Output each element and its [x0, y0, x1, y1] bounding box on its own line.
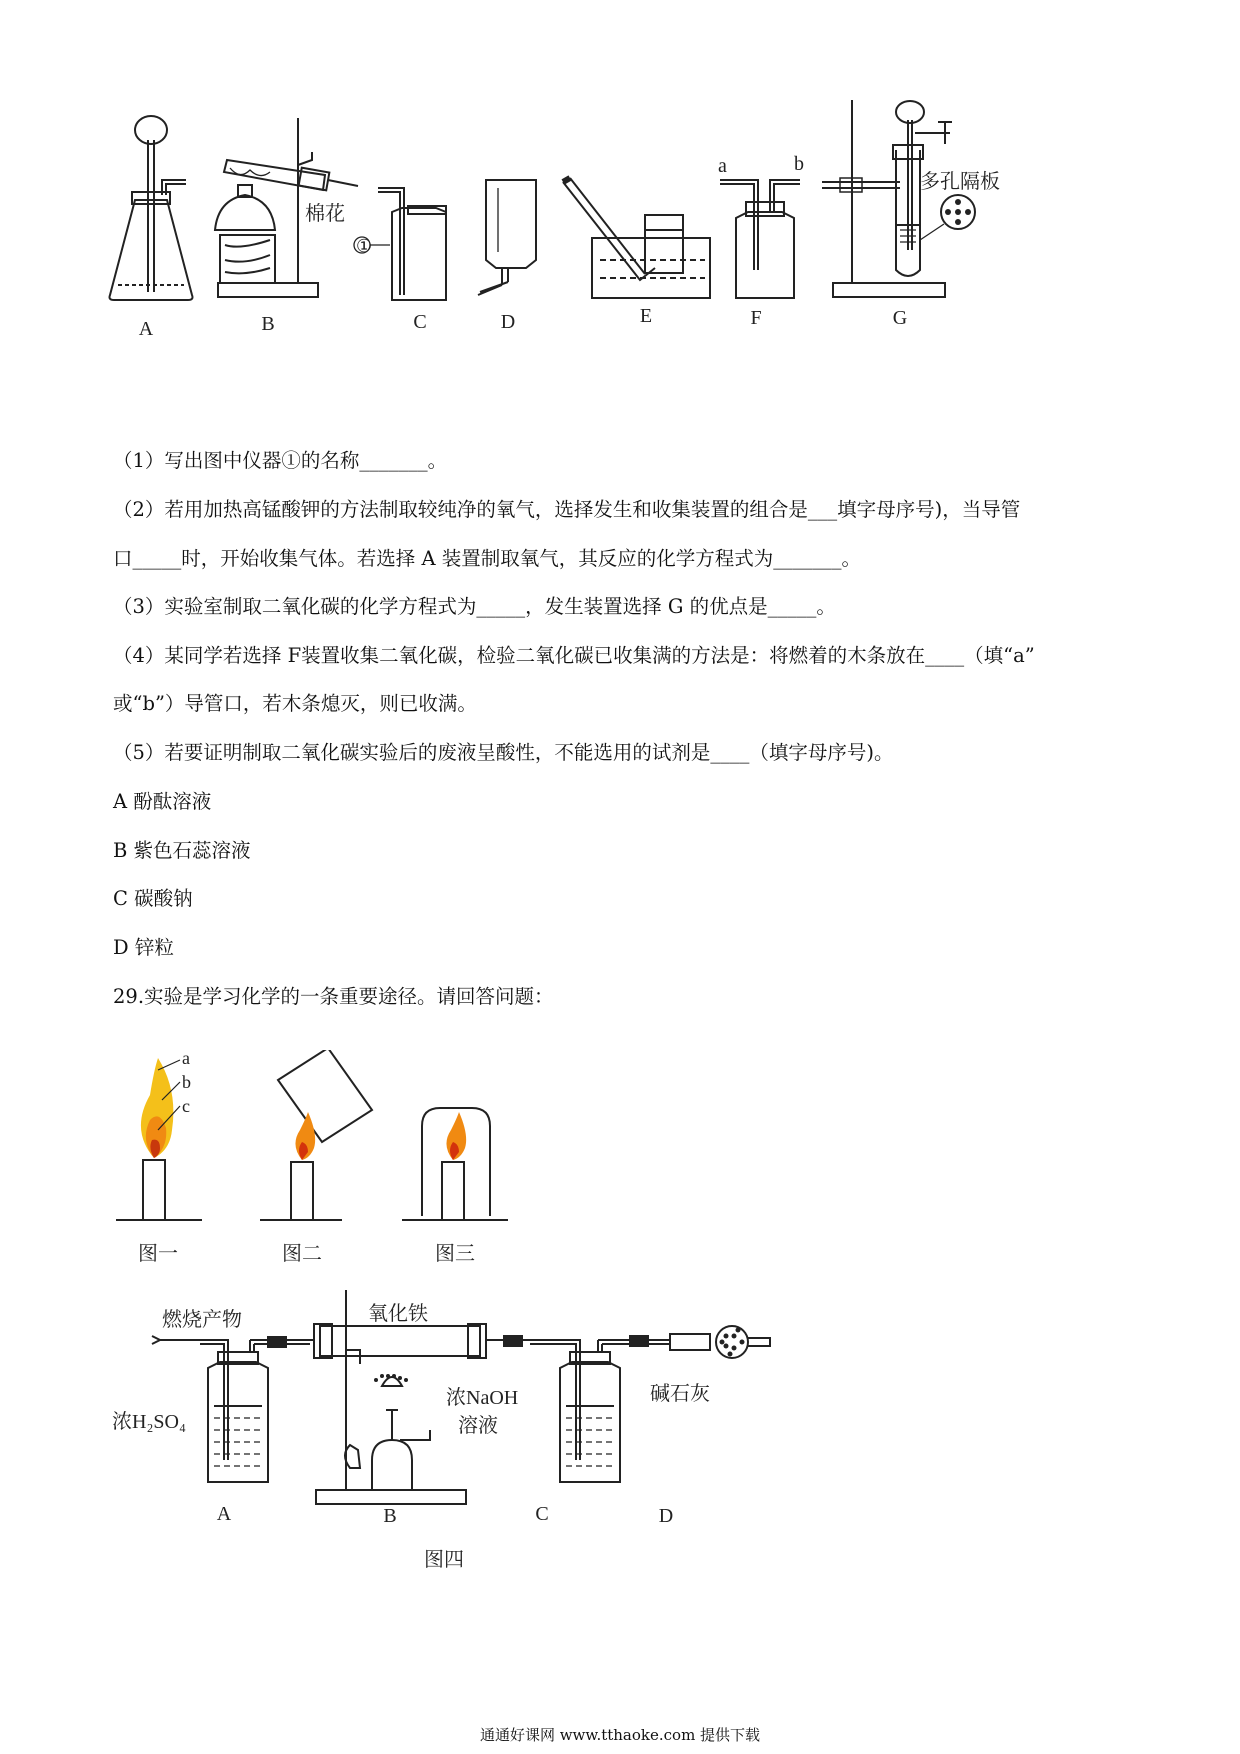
- option-c: C 碳酸钠: [113, 887, 193, 910]
- label-e: E: [639, 305, 653, 327]
- question-4: （4）某同学若选择 F装置收集二氧化碳，检验二氧化碳已收集满的方法是：将燃着的木条放在____（填“a”: [113, 644, 1035, 667]
- question-5: （5）若要证明制取二氧化碳实验后的废液呈酸性，不能选用的试剂是____（填字母序号)。: [113, 741, 894, 764]
- h2so4-label: 浓H₂SO₄: [112, 1411, 186, 1433]
- apparatus-a: [110, 116, 193, 300]
- option-a: A 酚酞溶液: [113, 790, 212, 813]
- apparatus-label-a: A: [216, 1503, 232, 1525]
- label-d: D: [500, 311, 516, 333]
- option-b: B 紫色石蕊溶液: [113, 839, 251, 862]
- label-b: B: [261, 313, 275, 335]
- caption-fig4: 图四: [424, 1549, 464, 1571]
- label-f: F: [750, 307, 762, 329]
- label-g: G: [892, 307, 908, 329]
- question-1: （1）写出图中仪器①的名称_______。: [113, 449, 448, 472]
- flame-label-b: b: [182, 1072, 191, 1092]
- page-footer: 通通好课网 www.tthaoke.com 提供下载: [479, 1726, 761, 1744]
- apparatus-label-c: C: [535, 1503, 549, 1525]
- cotton-label: 棉花: [305, 203, 345, 225]
- apparatus-f: [720, 180, 800, 298]
- caption-fig1: 图一: [138, 1243, 178, 1265]
- combustion-products-label: 燃烧产物: [162, 1309, 242, 1331]
- question-2-cont: 口_____时，开始收集气体。若选择 A 装置制取氧气，其反应的化学方程式为_______。: [113, 547, 861, 570]
- apparatus-label-d: D: [658, 1505, 674, 1527]
- caption-fig2: 图二: [282, 1243, 322, 1265]
- flame-label-c: c: [182, 1096, 190, 1116]
- flame-label-a: a: [182, 1050, 190, 1068]
- option-d: D 锌粒: [113, 936, 174, 959]
- apparatus-label-b: B: [383, 1505, 397, 1527]
- porous-plate-label: 多孔隔板: [920, 171, 1000, 193]
- question-3: （3）实验室制取二氧化碳的化学方程式为_____，发生装置选择 G 的优点是_____。: [113, 595, 836, 618]
- tube-a-label: a: [718, 155, 727, 177]
- apparatus-e: [563, 178, 710, 298]
- tube-b-label: b: [794, 153, 804, 175]
- question-29: 29.实验是学习化学的一条重要途径。请回答问题：: [113, 985, 554, 1008]
- label-a: A: [138, 318, 154, 340]
- apparatus-d: [478, 180, 536, 295]
- naoh-label: 浓NaOH: [446, 1387, 519, 1409]
- question-4-cont: 或“b”）导管口，若木条熄灭，则已收满。: [113, 692, 477, 715]
- apparatus-figure: [100, 100, 1080, 390]
- soda-lime-label: 碱石灰: [650, 1383, 710, 1405]
- caption-fig3: 图三: [435, 1243, 475, 1265]
- combustion-apparatus-figure: [110, 1290, 830, 1580]
- label-c: C: [413, 311, 427, 333]
- naoh-solution-label: 溶液: [458, 1415, 498, 1437]
- candle-figure: [110, 1050, 530, 1270]
- apparatus-g: [822, 100, 975, 297]
- instrument-1-label: ①: [356, 236, 373, 256]
- iron-oxide-label: 氧化铁: [368, 1303, 428, 1325]
- question-2: （2）若用加热高锰酸钾的方法制取较纯净的氧气，选择发生和收集装置的组合是___填字母序号)，当导管: [113, 498, 1021, 521]
